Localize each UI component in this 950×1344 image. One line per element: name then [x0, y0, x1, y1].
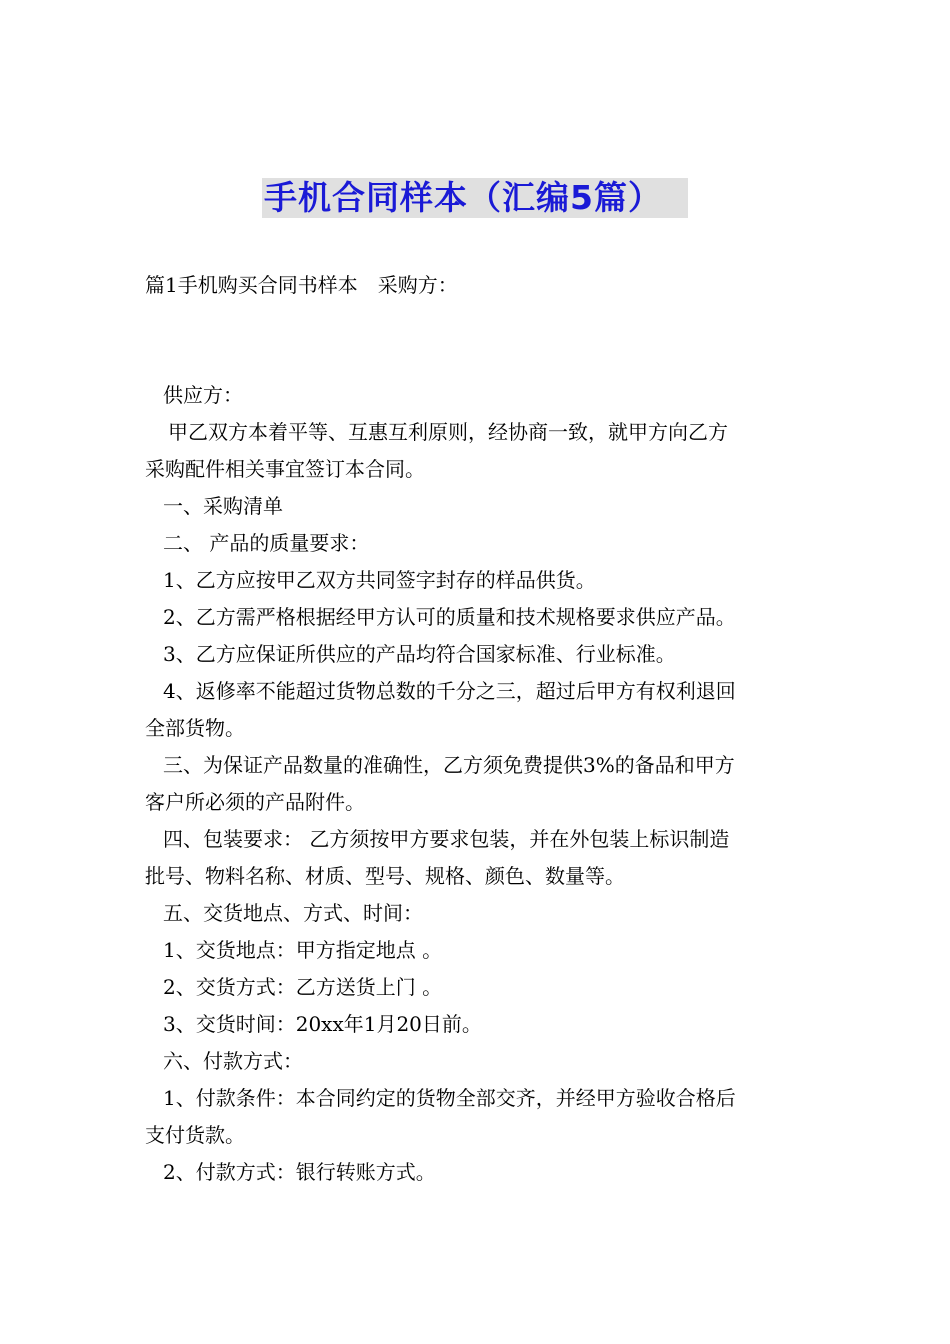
clause-item: 1、付款条件：本合同约定的货物全部交齐，并经甲方验收合格后	[163, 1086, 736, 1110]
clause-heading-4-continued: 批号、物料名称、材质、型号、规格、颜色、数量等。	[145, 864, 625, 888]
clause-item: 1、乙方应按甲乙双方共同签字封存的样品供货。	[163, 568, 596, 592]
clause-item: 2、交货方式：乙方送货上门 。	[163, 975, 443, 999]
title-container	[0, 178, 950, 218]
clause-heading-4: 四、包装要求： 乙方须按甲方要求包装，并在外包装上标识制造	[163, 827, 730, 851]
clause-item: 1、交货地点：甲方指定地点 。	[163, 938, 443, 962]
clause-heading-5: 五、交货地点、方式、时间：	[163, 901, 423, 925]
clause-heading-6: 六、付款方式：	[163, 1049, 303, 1073]
clause-item-continued: 支付货款。	[145, 1123, 245, 1147]
clause-item-continued: 全部货物。	[145, 716, 245, 740]
clause-heading-3: 三、为保证产品数量的准确性，乙方须免费提供3%的备品和甲方	[163, 753, 735, 777]
clause-item: 2、付款方式：银行转账方式。	[163, 1160, 436, 1184]
clause-item: 3、乙方应保证所供应的产品均符合国家标准、行业标准。	[163, 642, 676, 666]
clause-item: 2、乙方需严格根据经甲方认可的质量和技术规格要求供应产品。	[163, 605, 736, 629]
supplier-line: 供应方：	[163, 383, 243, 407]
document-title: 手机合同样本（汇编5篇）	[262, 178, 688, 218]
paragraph-line: 甲乙双方本着平等、互惠互利原则，经协商一致，就甲方向乙方	[168, 420, 728, 444]
clause-heading-2: 二、 产品的质量要求：	[163, 531, 370, 555]
clause-heading-1: 一、采购清单	[163, 494, 283, 518]
clause-item: 3、交货时间：20xx年1月20日前。	[163, 1012, 482, 1036]
paragraph-line: 采购配件相关事宜签订本合同。	[145, 457, 425, 481]
clause-item: 4、返修率不能超过货物总数的千分之三，超过后甲方有权利退回	[163, 679, 736, 703]
section-heading-1: 篇1手机购买合同书样本 采购方：	[145, 273, 458, 297]
clause-heading-3-continued: 客户所必须的产品附件。	[145, 790, 365, 814]
